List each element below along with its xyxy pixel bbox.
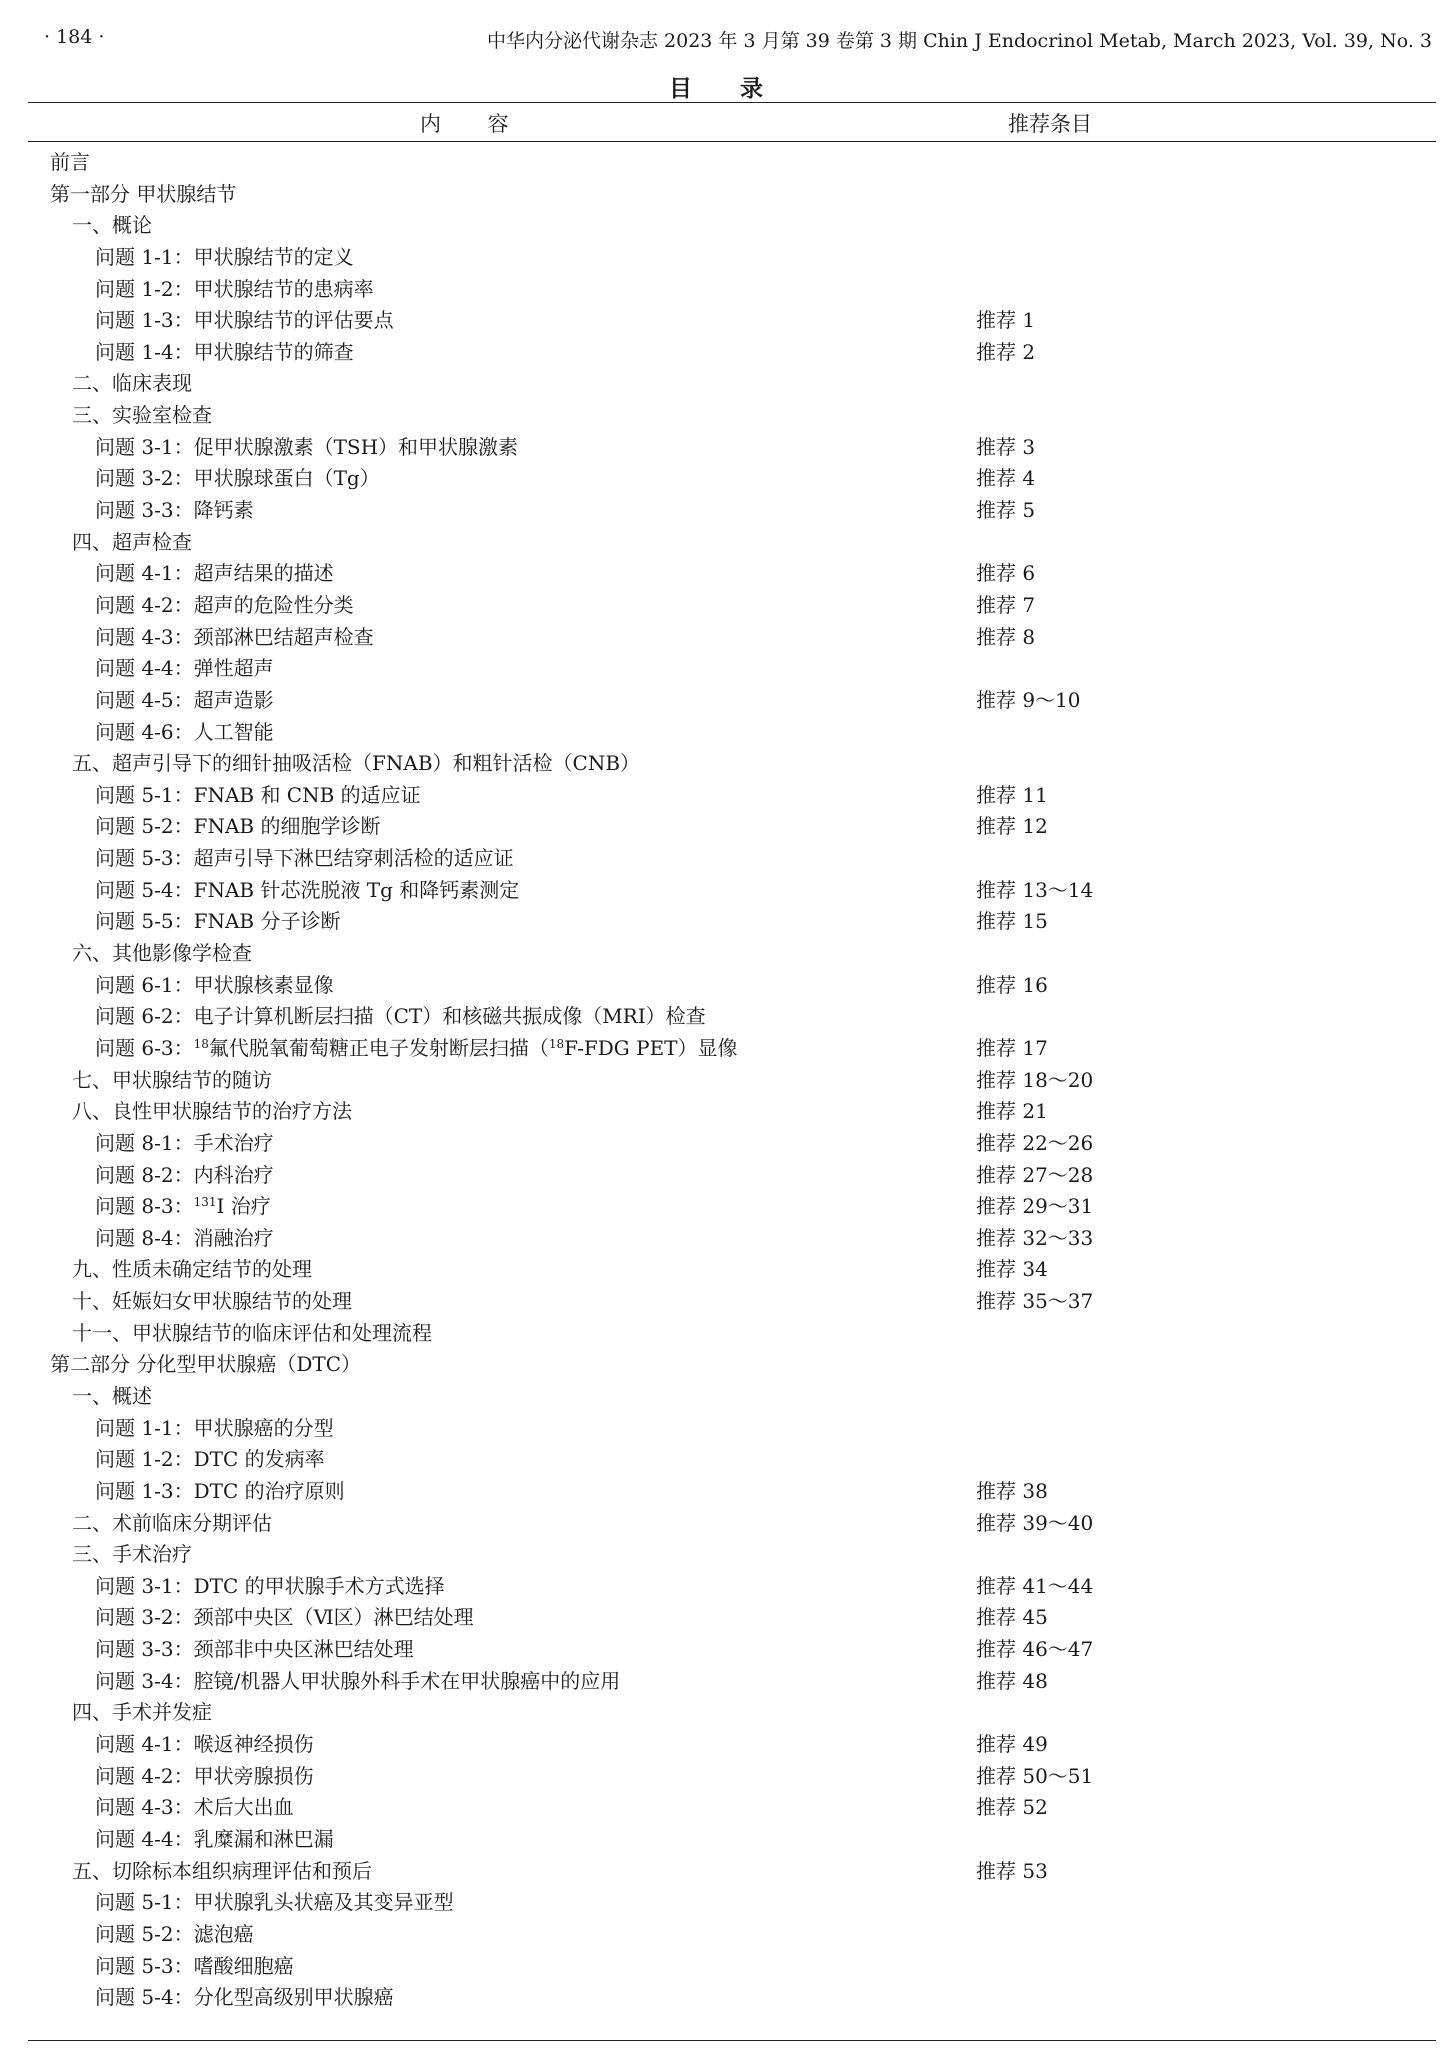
entry-text: 氟代脱氧葡萄糖正电子发射断层扫描（	[208, 1035, 549, 1060]
toc-entry-text	[95, 1887, 454, 1919]
toc-row	[0, 1444, 1452, 1476]
toc-entry-text	[95, 558, 334, 590]
recommendation-ref: 推荐 8	[976, 624, 1036, 649]
entry-text: 问题 8-3：	[95, 1194, 194, 1219]
toc-row	[0, 274, 1452, 306]
toc-row	[0, 1856, 1452, 1888]
toc-entry-text	[95, 242, 354, 274]
toc-entry-text	[95, 1223, 274, 1255]
table-of-contents	[0, 147, 1452, 2014]
toc-row	[0, 970, 1452, 1002]
toc-row	[0, 337, 1452, 369]
recommendation-ref: 推荐 32～33	[976, 1225, 1094, 1250]
toc-row	[0, 1223, 1452, 1255]
toc-entry-text	[95, 1160, 274, 1192]
entry-text: 问题 3-3：颈部非中央区淋巴结处理	[95, 1637, 414, 1662]
toc-entry-text	[95, 432, 518, 464]
entry-text: 问题 5-4：分化型高级别甲状腺癌	[95, 1985, 394, 2010]
toc-entry-text	[95, 1191, 271, 1223]
toc-row	[0, 1508, 1452, 1540]
toc-entry-text	[95, 463, 380, 495]
toc-row	[0, 1666, 1452, 1698]
toc-entry-text	[95, 1729, 314, 1761]
toc-row	[0, 1729, 1452, 1761]
recommendation-ref: 推荐 34	[976, 1257, 1048, 1282]
toc-entry-text	[95, 305, 394, 337]
entry-text: 问题 8-2：内科治疗	[95, 1162, 274, 1187]
recommendation-ref: 推荐 3	[976, 434, 1036, 459]
bottom-rule	[28, 2040, 1436, 2041]
entry-text: 问题 3-2：甲状腺球蛋白（Tg）	[95, 466, 380, 491]
recommendation-ref: 推荐 50～51	[976, 1763, 1094, 1788]
entry-text: 九、性质未确定结节的处理	[72, 1257, 312, 1282]
toc-row	[0, 147, 1452, 179]
entry-text: 问题 5-1：FNAB 和 CNB 的适应证	[95, 782, 421, 807]
entry-text: 问题 3-2：颈部中央区（Ⅵ区）淋巴结处理	[95, 1605, 474, 1630]
entry-text: 三、实验室检查	[72, 403, 212, 428]
recommendation-ref: 推荐 41～44	[976, 1573, 1094, 1598]
recommendation-ref: 推荐 38	[976, 1478, 1048, 1503]
entry-text: 问题 1-4：甲状腺结节的筛查	[95, 339, 354, 364]
toc-entry-text	[72, 748, 640, 780]
toc-entry-text	[95, 590, 354, 622]
toc-row	[0, 1792, 1452, 1824]
recommendation-ref: 推荐 27～28	[976, 1162, 1094, 1187]
toc-entry-text	[72, 1286, 352, 1318]
toc-row	[0, 1919, 1452, 1951]
superscript: 18	[193, 1036, 209, 1051]
column-header-content: 内 容	[420, 112, 529, 136]
recommendation-ref: 推荐 18～20	[976, 1067, 1094, 1092]
entry-text: 问题 1-2：DTC 的发病率	[95, 1447, 325, 1472]
column-header-recommendation: 推荐条目	[1008, 112, 1092, 136]
toc-row	[0, 1476, 1452, 1508]
recommendation-ref: 推荐 13～14	[976, 877, 1094, 902]
entry-text: 问题 1-1：甲状腺癌的分型	[95, 1415, 334, 1440]
toc-entry-text	[95, 653, 274, 685]
superscript: 131	[193, 1195, 217, 1210]
page-title: 目 录	[668, 75, 783, 102]
entry-text: 问题 8-1：手术治疗	[95, 1130, 274, 1155]
toc-entry-text	[95, 495, 254, 527]
toc-row	[0, 1318, 1452, 1350]
toc-row	[0, 179, 1452, 211]
entry-text: 问题 4-5：超声造影	[95, 687, 274, 712]
toc-row	[0, 305, 1452, 337]
toc-entry-text	[72, 400, 212, 432]
entry-text: 问题 5-2：FNAB 的细胞学诊断	[95, 814, 381, 839]
toc-row	[0, 875, 1452, 907]
toc-entry-text	[72, 1539, 192, 1571]
toc-entry-text	[50, 147, 90, 179]
toc-entry-text	[95, 622, 374, 654]
toc-entry-text	[72, 1096, 352, 1128]
entry-text: 一、概论	[72, 213, 152, 238]
toc-row	[0, 1539, 1452, 1571]
toc-row	[0, 685, 1452, 717]
toc-entry-text	[95, 843, 514, 875]
toc-entry-text	[95, 717, 274, 749]
entry-text: 问题 6-2：电子计算机断层扫描（CT）和核磁共振成像（MRI）检查	[95, 1004, 706, 1029]
toc-row	[0, 1254, 1452, 1286]
toc-entry-text	[95, 1001, 706, 1033]
toc-entry-text	[95, 1666, 620, 1698]
toc-entry-text	[72, 1856, 372, 1888]
toc-row	[0, 495, 1452, 527]
toc-entry-text	[72, 1065, 272, 1097]
recommendation-ref: 推荐 2	[976, 339, 1036, 364]
recommendation-ref: 推荐 48	[976, 1668, 1048, 1693]
entry-text: F-FDG PET）显像	[564, 1035, 738, 1060]
recommendation-ref: 推荐 4	[976, 466, 1036, 491]
entry-text: 问题 4-4：乳糜漏和淋巴漏	[95, 1826, 334, 1851]
toc-entry-text	[95, 780, 421, 812]
entry-text: 五、超声引导下的细针抽吸活检（FNAB）和粗针活检（CNB）	[72, 751, 641, 776]
entry-text: 问题 1-1：甲状腺结节的定义	[95, 244, 354, 269]
toc-entry-text	[72, 1381, 152, 1413]
recommendation-ref: 推荐 49	[976, 1732, 1048, 1757]
toc-row	[0, 210, 1452, 242]
toc-entry-text	[95, 970, 334, 1002]
toc-row	[0, 1096, 1452, 1128]
entry-text: 第一部分 甲状腺结节	[50, 181, 237, 206]
toc-row	[0, 717, 1452, 749]
toc-row	[0, 368, 1452, 400]
entry-text: 问题 5-3：嗜酸细胞癌	[95, 1953, 294, 1978]
entry-text: 问题 4-3：颈部淋巴结超声检查	[95, 624, 374, 649]
entry-text: 问题 3-3：降钙素	[95, 498, 254, 523]
toc-row	[0, 590, 1452, 622]
toc-entry-text	[72, 1697, 212, 1729]
toc-entry-text	[95, 1761, 314, 1793]
entry-text: 问题 4-1：超声结果的描述	[95, 561, 334, 586]
toc-row	[0, 558, 1452, 590]
toc-entry-text	[95, 1824, 334, 1856]
toc-row	[0, 1160, 1452, 1192]
entry-text: 前言	[50, 150, 90, 174]
entry-text: 一、概述	[72, 1383, 152, 1408]
toc-entry-text	[95, 337, 354, 369]
entry-text: 七、甲状腺结节的随访	[72, 1067, 272, 1092]
recommendation-ref: 推荐 12	[976, 814, 1048, 839]
toc-row	[0, 1381, 1452, 1413]
recommendation-ref: 推荐 52	[976, 1795, 1048, 1820]
toc-row	[0, 1634, 1452, 1666]
toc-row	[0, 1951, 1452, 1983]
toc-row	[0, 1761, 1452, 1793]
toc-entry-text	[95, 274, 374, 306]
toc-row	[0, 1286, 1452, 1318]
toc-entry-text	[95, 875, 519, 907]
toc-row	[0, 527, 1452, 559]
recommendation-ref: 推荐 7	[976, 592, 1036, 617]
toc-row	[0, 1697, 1452, 1729]
entry-text: 问题 1-2：甲状腺结节的患病率	[95, 276, 374, 301]
entry-text: 十、妊娠妇女甲状腺结节的处理	[72, 1289, 352, 1314]
toc-row	[0, 1982, 1452, 2014]
entry-text: 六、其他影像学检查	[72, 941, 252, 966]
entry-text: I 治疗	[216, 1194, 271, 1219]
toc-entry-text	[95, 1919, 254, 1951]
entry-text: 五、切除标本组织病理评估和预后	[72, 1858, 372, 1883]
toc-row	[0, 1001, 1452, 1033]
toc-entry-text	[50, 179, 236, 211]
toc-row	[0, 906, 1452, 938]
toc-entry-text	[95, 811, 380, 843]
entry-text: 第二部分 分化型甲状腺癌（DTC）	[50, 1352, 362, 1377]
recommendation-ref: 推荐 15	[976, 909, 1048, 934]
toc-entry-text	[95, 1571, 445, 1603]
entry-text: 问题 4-4：弹性超声	[95, 656, 274, 681]
entry-text: 问题 4-3：术后大出血	[95, 1795, 294, 1820]
recommendation-ref: 推荐 9～10	[976, 687, 1081, 712]
entry-text: 问题 8-4：消融治疗	[95, 1225, 274, 1250]
toc-entry-text	[72, 938, 252, 970]
toc-entry-text	[95, 685, 274, 717]
toc-row	[0, 1191, 1452, 1223]
entry-text: 问题 1-3：甲状腺结节的评估要点	[95, 308, 394, 333]
recommendation-ref: 推荐 53	[976, 1858, 1048, 1883]
toc-entry-text	[95, 906, 340, 938]
recommendation-ref: 推荐 21	[976, 1099, 1048, 1124]
toc-row	[0, 1128, 1452, 1160]
toc-row	[0, 843, 1452, 875]
entry-text: 问题 3-4：腔镜/机器人甲状腺外科手术在甲状腺癌中的应用	[95, 1668, 621, 1693]
toc-row	[0, 938, 1452, 970]
toc-row	[0, 748, 1452, 780]
recommendation-ref: 推荐 17	[976, 1035, 1048, 1060]
toc-entry-text	[72, 1318, 432, 1350]
toc-entry-text	[50, 1349, 361, 1381]
entry-text: 二、术前临床分期评估	[72, 1510, 272, 1535]
entry-text: 二、临床表现	[72, 371, 192, 396]
recommendation-ref: 推荐 5	[976, 498, 1036, 523]
toc-entry-text	[72, 368, 192, 400]
toc-row	[0, 780, 1452, 812]
entry-text: 问题 5-1：甲状腺乳头状癌及其变异亚型	[95, 1890, 454, 1915]
top-rule	[28, 102, 1436, 103]
toc-row	[0, 1602, 1452, 1634]
toc-row	[0, 1887, 1452, 1919]
toc-entry-text	[95, 1128, 274, 1160]
entry-text: 十一、甲状腺结节的临床评估和处理流程	[72, 1320, 432, 1345]
entry-text: 问题 4-2：超声的危险性分类	[95, 592, 354, 617]
recommendation-ref: 推荐 46～47	[976, 1637, 1094, 1662]
recommendation-ref: 推荐 35～37	[976, 1289, 1094, 1314]
recommendation-ref: 推荐 6	[976, 561, 1036, 586]
entry-text: 问题 5-2：滤泡癌	[95, 1921, 254, 1946]
toc-entry-text	[72, 527, 192, 559]
recommendation-ref: 推荐 16	[976, 972, 1048, 997]
entry-text: 问题 4-2：甲状旁腺损伤	[95, 1763, 314, 1788]
recommendation-ref: 推荐 39～40	[976, 1510, 1094, 1535]
header-rule	[28, 141, 1436, 142]
journal-header: 中华内分泌代谢杂志 2023 年 3 月第 39 卷第 3 期 Chin J Endocrinol Metab, March 2023, Vol. 39, No. 3	[487, 30, 1432, 52]
entry-text: 问题 5-4：FNAB 针芯洗脱液 Tg 和降钙素测定	[95, 877, 520, 902]
entry-text: 问题 6-1：甲状腺核素显像	[95, 972, 334, 997]
recommendation-ref: 推荐 45	[976, 1605, 1048, 1630]
toc-row	[0, 1349, 1452, 1381]
superscript: 18	[548, 1036, 565, 1051]
entry-text: 四、超声检查	[72, 529, 192, 554]
entry-text: 八、良性甲状腺结节的治疗方法	[72, 1099, 352, 1124]
toc-row	[0, 1413, 1452, 1445]
toc-row	[0, 400, 1452, 432]
entry-text: 问题 3-1：促甲状腺激素（TSH）和甲状腺激素	[95, 434, 519, 459]
toc-entry-text	[95, 1476, 345, 1508]
entry-text: 问题 6-3：	[95, 1035, 194, 1060]
toc-entry-text	[95, 1602, 474, 1634]
toc-entry-text	[95, 1444, 325, 1476]
toc-entry-text	[72, 1508, 272, 1540]
toc-row	[0, 463, 1452, 495]
toc-row	[0, 622, 1452, 654]
toc-entry-text	[95, 1634, 414, 1666]
entry-text: 问题 3-1：DTC 的甲状腺手术方式选择	[95, 1573, 445, 1598]
entry-text: 问题 5-5：FNAB 分子诊断	[95, 909, 341, 934]
recommendation-ref: 推荐 11	[976, 782, 1048, 807]
toc-entry-text	[95, 1982, 394, 2014]
toc-entry-text	[95, 1951, 294, 1983]
recommendation-ref: 推荐 29～31	[976, 1194, 1094, 1219]
recommendation-ref: 推荐 1	[976, 308, 1036, 333]
toc-entry-text	[95, 1792, 294, 1824]
toc-row	[0, 1065, 1452, 1097]
entry-text: 问题 1-3：DTC 的治疗原则	[95, 1478, 345, 1503]
toc-row	[0, 1033, 1452, 1065]
toc-row	[0, 811, 1452, 843]
page-number: · 184 ·	[44, 26, 105, 48]
entry-text: 问题 5-3：超声引导下淋巴结穿刺活检的适应证	[95, 846, 514, 871]
toc-row	[0, 653, 1452, 685]
toc-entry-text	[72, 1254, 312, 1286]
toc-entry-text	[95, 1033, 738, 1065]
toc-row	[0, 1571, 1452, 1603]
toc-entry-text	[72, 210, 152, 242]
recommendation-ref: 推荐 22～26	[976, 1130, 1094, 1155]
entry-text: 四、手术并发症	[72, 1700, 212, 1725]
toc-row	[0, 242, 1452, 274]
toc-row	[0, 432, 1452, 464]
toc-entry-text	[95, 1413, 334, 1445]
entry-text: 问题 4-1：喉返神经损伤	[95, 1732, 314, 1757]
entry-text: 三、手术治疗	[72, 1542, 192, 1567]
entry-text: 问题 4-6：人工智能	[95, 719, 274, 744]
toc-row	[0, 1824, 1452, 1856]
